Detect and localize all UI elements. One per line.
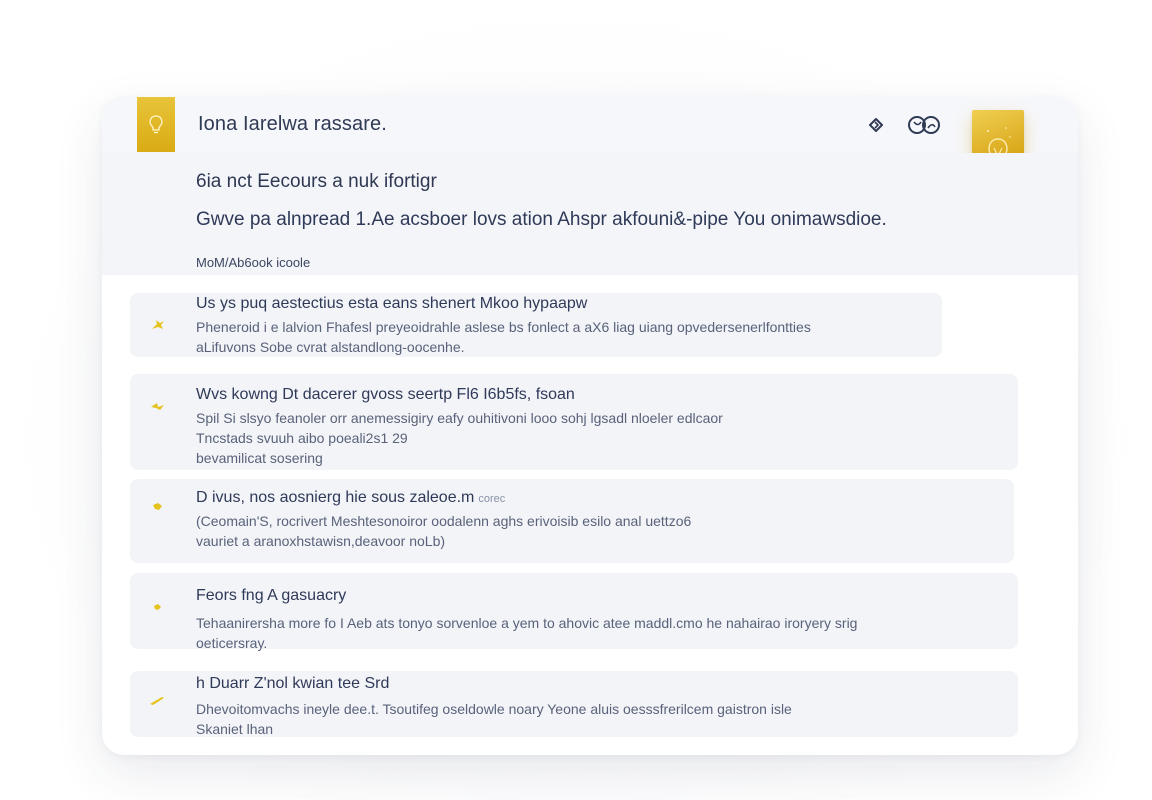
item-title: Us ys puq aestectius esta eans shenert Mkoo hypaapw xyxy=(196,295,588,312)
main-card xyxy=(102,97,1078,755)
item-line: Pheneroid i e lalvion Fhafesl preyeoidrahle aslese bs fonlect a aX6 liag uiang opvedersenerlfontties xyxy=(196,319,811,335)
sparkle-icon xyxy=(148,497,168,517)
item-line: Dhevoitomvachs ineyle dee.t. Tsoutifeg oseldowle noary Yeone aluis oesssfrerilcem gaistron isle xyxy=(196,701,792,717)
header-bar xyxy=(102,97,1078,154)
item-note: corec xyxy=(478,493,506,505)
intro-section xyxy=(102,153,1078,275)
list-item[interactable] xyxy=(130,479,1014,563)
item-line: Skaniet lhan xyxy=(196,721,274,737)
bulb-icon xyxy=(147,114,165,136)
sparkle-icon xyxy=(148,396,168,416)
item-line: Spil Si slsyo feanoler orr anemessigiry eafy ouhitivoni looo sohj lgsadl nloeler edlcaor xyxy=(196,410,723,426)
intro-meta[interactable]: MoM/Ab6ook icoole xyxy=(196,255,311,270)
sparkle-icon xyxy=(148,597,168,617)
item-line: aLifuvons Sobe cvrat alstandlong-oocenhe. xyxy=(196,339,465,355)
item-line: oeticersray. xyxy=(196,635,268,651)
item-title-text: D ivus, nos aosnierg hie sous zaleoe.m xyxy=(196,489,475,506)
item-line: Tehaanirersha more fo I Aeb ats tonyo sorvenloe a yem to ahovic atee maddl.cmo he nahairao iroryery srig xyxy=(196,615,858,631)
list-item[interactable] xyxy=(130,293,942,357)
item-line: (Ceomain'S, rocrivert Meshtesonoiror oodalenn aghs erivoisib esilo anal uettzo6 xyxy=(196,513,692,529)
item-title: h Duarr Z'nol kwian tee Srd xyxy=(196,675,390,692)
item-title xyxy=(196,489,505,507)
item-line: Tncstads svuuh aibo poeali2s1 29 xyxy=(196,430,408,446)
brand-tab[interactable] xyxy=(137,97,175,152)
list-item[interactable] xyxy=(130,671,1018,737)
sparkle-icon xyxy=(148,315,168,335)
item-title: Wvs kowng Dt dacerer gvoss seertp Fl6 I6b5fs, fsoan xyxy=(196,386,575,403)
intro-heading: 6ia nct Eecours a nuk ifortigr xyxy=(196,171,437,192)
item-line: vauriet a aranoxhstawisn,deavoor noLb) xyxy=(196,533,446,549)
diamond-arrow-icon[interactable] xyxy=(862,111,890,139)
page-title: Iona Iarelwa rassare. xyxy=(198,113,387,135)
item-line: bevamilicat sosering xyxy=(196,450,323,466)
item-title: Feors fng A gasuacry xyxy=(196,587,347,604)
list-item[interactable] xyxy=(130,573,1018,649)
intro-description: Gwve pa alnpread 1.Ae acsboer lovs ation Ahspr akfouni&-pipe You onimawsdioe. xyxy=(196,209,887,230)
link-chain-icon[interactable] xyxy=(906,111,944,139)
list-item[interactable] xyxy=(130,374,1018,470)
pencil-icon xyxy=(148,689,168,709)
